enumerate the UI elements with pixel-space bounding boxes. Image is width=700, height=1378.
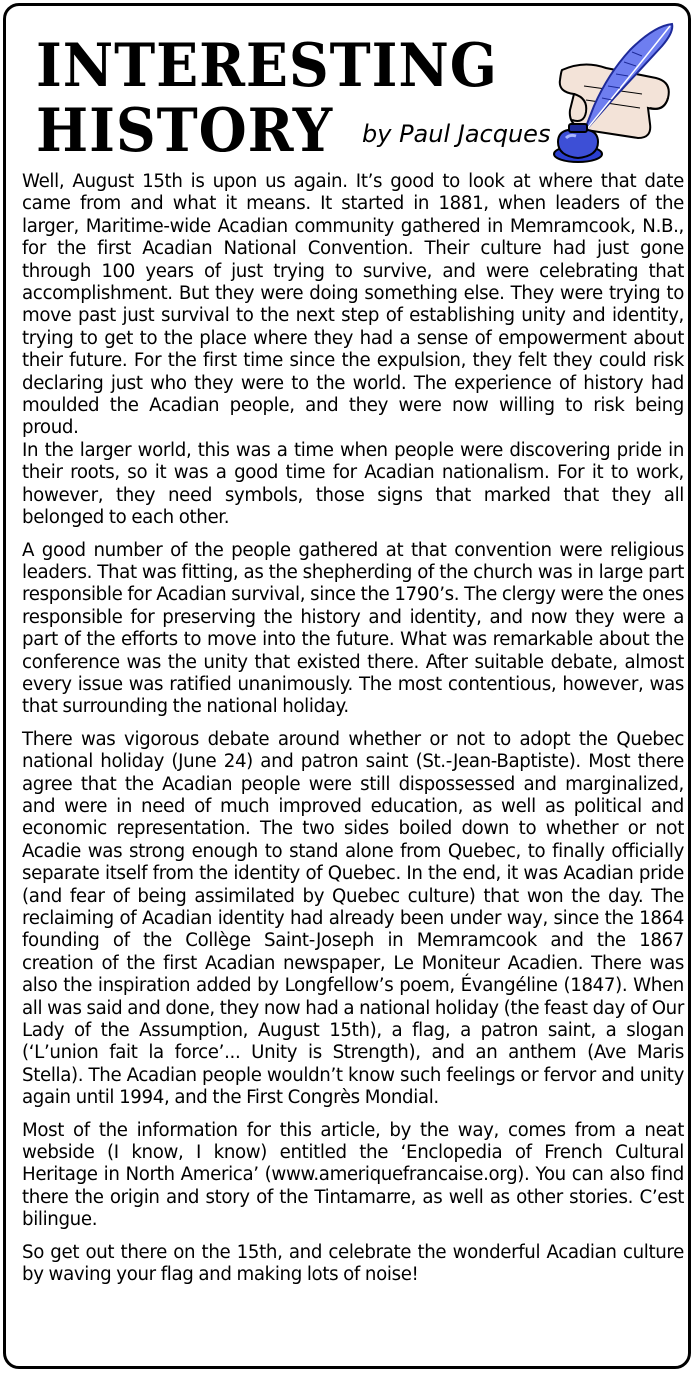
byline: by Paul Jacques	[362, 120, 551, 148]
article-paragraph: A good number of the people gathered at that convention were religious leaders. That was fitting, as the shepherding of the church was in large part responsible for Acadian survival, since the 1790’s. The clergy were the ones responsible for preserving the history and identity, and now they were a part of the efforts to move into the future. What was remarkable about the conference was the unity that existed there. After suitable debate, almost every issue was ratified unanimously. The most contentious, however, was that surrounding the national holiday.	[22, 539, 684, 718]
article-body	[22, 171, 684, 1297]
article-frame	[3, 3, 691, 1369]
title-line-2: HISTORY	[36, 96, 334, 166]
article-paragraph: So get out there on the 15th, and celebrate the wonderful Acadian culture by waving your flag and making lots of noise!	[22, 1241, 684, 1286]
article-paragraph: There was vigorous debate around whether or not to adopt the Quebec national holiday (June 24) and patron saint (St.-Jean-Baptiste). Most there agree that the Acadian people were still dispossessed and marginalized, and were in need of much improved education, as well as political and economic representation. The two sides boiled down to whether or not Acadie was strong enough to stand alone from Quebec, to finally officially separate itself from the identity of Quebec. In the end, it was Acadian pride (and fear of being assimilated by Quebec culture) that won the day. The reclaiming of Acadian identity had already been under way, since the 1864 founding of the Collège Saint-Joseph in Memramcook and the 1867 creation of the first Acadian newspaper, Le Moniteur Acadien. There was also the inspiration added by Longfellow’s poem, Évangéline (1847). When all was said and done, they now had a national holiday (the feast day of Our Lady of the Assumption, August 15th), a flag, a patron saint, a slogan (‘L’union fait la force’... Unity is Strength), and an anthem (Ave Maris Stella). The Acadian people wouldn’t know such feelings or fervor and unity again until 1994, and the First Congrès Mondial.	[22, 728, 684, 1109]
article-paragraph: In the larger world, this was a time when people were discovering pride in their roots, so it was a good time for Acadian nationalism. For it to work, however, they need symbols, those signs that marked that they all belonged to each other.	[22, 439, 684, 529]
article-paragraph: Most of the information for this article, by the way, comes from a neat webside (I know, I know) entitled the ‘Enclopedia of French Cultural Heritage in North America’ (www.ameriquefrancaise.org). You can also find there the origin and story of the Tintamarre, as well as other stories. C’est bilingue.	[22, 1119, 684, 1231]
quill-inkwell-scroll-icon	[544, 20, 684, 170]
article-paragraph: Well, August 15th is upon us again. It’s good to look at where that date came from and what it means. It started in 1881, when leaders of the larger, Maritime-wide Acadian community gathered in Memramcook, N.B., for the first Acadian National Convention. Their culture had just gone through 100 years of just trying to survive, and were celebrating that accomplishment. But they were doing something else. They were trying to move past just survival to the next step of establishing unity and identity, trying to get to the place where they had a sense of empowerment about their future. For the first time since the expulsion, they felt they could risk declaring just who they were to the world. The experience of history had moulded the Acadian people, and they were now willing to risk being proud.	[22, 171, 684, 439]
title-line-1: INTERESTING	[36, 31, 498, 101]
article-header	[6, 6, 688, 176]
